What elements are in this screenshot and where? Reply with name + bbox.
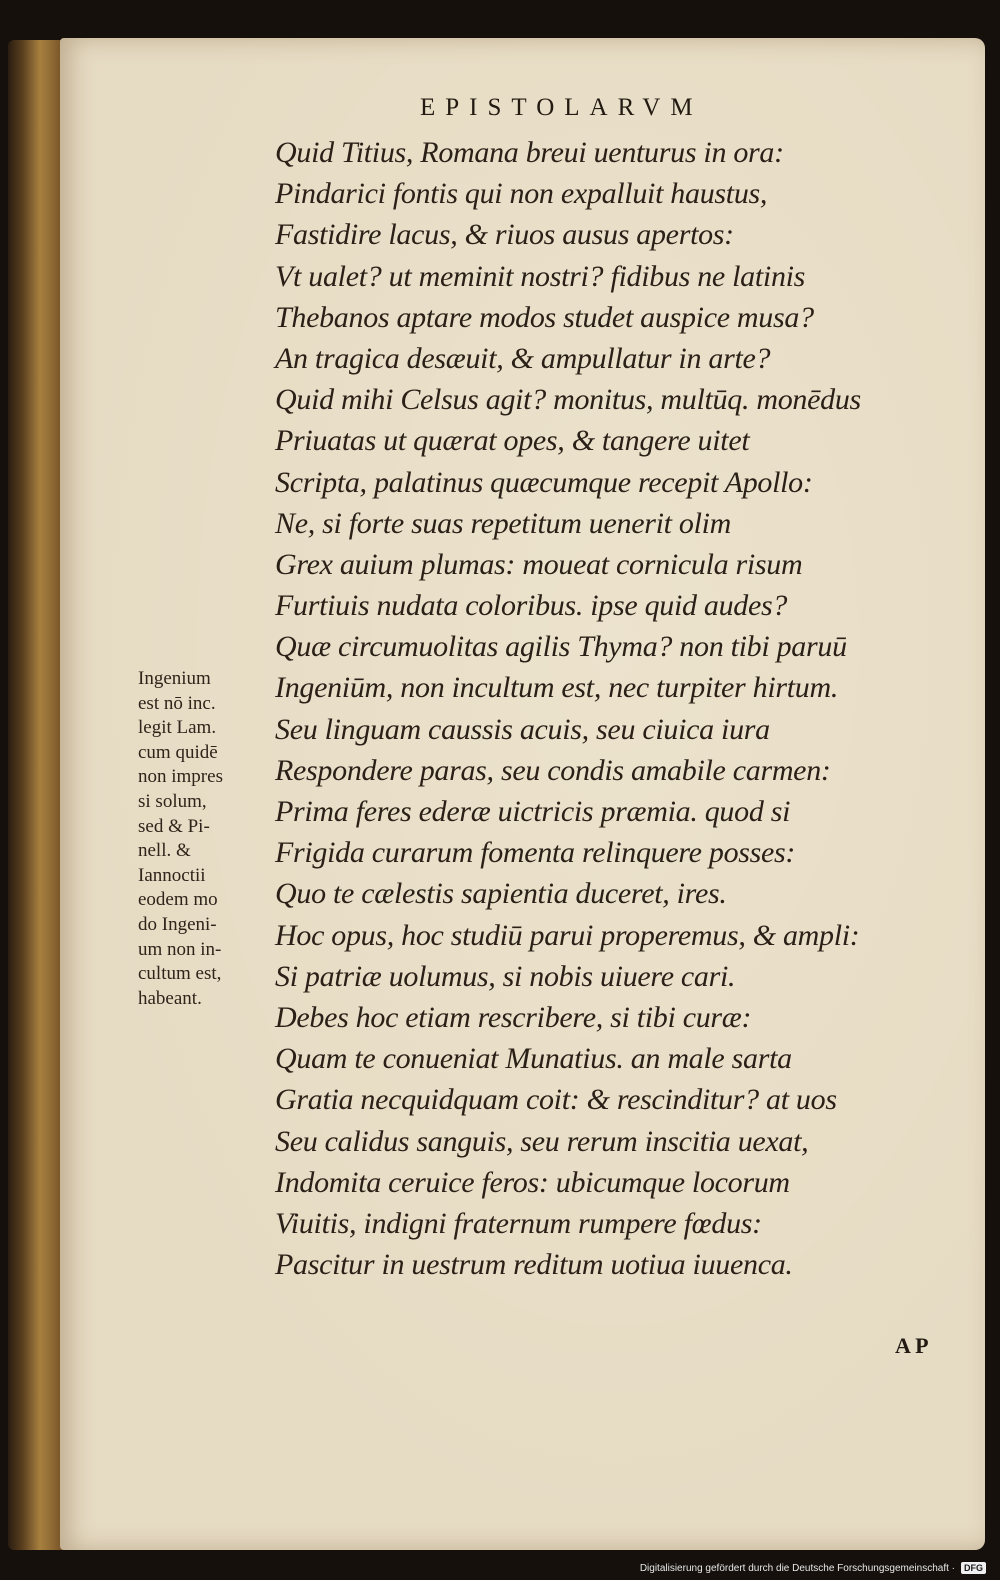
verse-line: Vt ualet? ut meminit nostri? fidibus ne latinis [275,259,806,293]
verse-line: Debes hoc etiam rescribere, si tibi curæ: [275,1000,752,1034]
verse-line: Pascitur in uestrum reditum uotiua iuuenca. [275,1248,793,1282]
verse-line: Pindarici fontis qui non expalluit haustus, [275,177,768,211]
dfg-logo: DFG [961,1562,986,1574]
marginal-note-line: est nō inc. [138,692,216,714]
marginal-note-line: Ingenium [138,668,211,689]
verse-line: Respondere paras, seu condis amabile carmen: [275,753,831,787]
marginal-note-line: eodem mo [138,889,218,911]
verse-line: Quam te conueniat Munatius. an male sarta [275,1042,792,1076]
verse-line: Furtiuis nudata coloribus. ipse quid audes? [275,589,788,623]
verse-line: Si patriæ uolumus, si nobis uiuere cari. [275,959,736,993]
marginal-note-line: nell. & [138,840,191,862]
marginal-note-line: Iannoctii [138,864,206,886]
verse-line: Quid Titius, Romana breui uenturus in ora: [275,136,784,169]
verse-line: Hoc opus, hoc studiū parui properemus, & ampli: [275,918,860,952]
marginal-note-line: do Ingeni- [138,913,217,935]
credit-text: Digitalisierung gefördert durch die Deutsche Forschungsgemeinschaft · [639,1562,955,1574]
verse-line: An tragica desæuit, & ampullatur in arte? [275,341,771,375]
marginal-note-line: cum quidē [138,741,218,763]
digitization-credit [640,1562,986,1574]
marginal-note-line: si solum, [138,790,207,812]
verse-line: Gratia necquidquam coit: & rescinditur? at uos [275,1083,837,1117]
verse-block [275,132,975,1285]
verse-line: Seu calidus sanguis, seu rerum inscitia uexat, [275,1124,809,1158]
marginal-note-line: cultum est, [138,963,222,985]
verse-line: Quid mihi Celsus agit? monitus, multūq. monēdus [275,383,861,417]
verse-line: Indomita ceruice feros: ubicumque locorum [275,1165,790,1199]
marginal-note-line: sed & Pi- [138,815,210,837]
marginal-note-line: non impres [138,766,223,788]
verse-line: Thebanos aptare modos studet auspice musa? [275,300,814,334]
verse-line: Viuitis, indigni fraternum rumpere fœdus: [275,1206,762,1240]
verse-line: Ingeniūm, non incultum est, nec turpiter hirtum. [275,671,839,705]
verse-line: Scripta, palatinus quæcumque recepit Apollo: [275,465,813,499]
marginal-note-line: um non in- [138,938,222,960]
verse-line: Fastidire lacus, & riuos ausus apertos: [275,218,734,252]
verse-line: Seu linguam caussis acuis, seu ciuica iura [275,712,770,746]
verse-line: Priuatas ut quærat opes, & tangere uitet [275,424,750,458]
verse-line: Quo te cælestis sapientia duceret, ires. [275,877,727,911]
verse-line: Ne, si forte suas repetitum uenerit olim [275,506,732,540]
catchword: A P [895,1333,929,1358]
marginal-note-line: legit Lam. [138,717,217,739]
marginal-note-line: habeant. [138,987,202,1009]
verse-line: Grex auium plumas: moueat cornicula risum [275,547,803,581]
running-head: EPISTOLARVM [420,94,703,121]
book-page-edges [8,40,66,1550]
marginal-note [138,667,270,1011]
verse-line: Prima feres ederæ uictricis præmia. quod si [275,795,791,828]
verse-line: Quæ circumuolitas agilis Thyma? non tibi paruū [275,630,847,664]
verse-line: Frigida curarum fomenta relinquere posses: [275,836,796,870]
